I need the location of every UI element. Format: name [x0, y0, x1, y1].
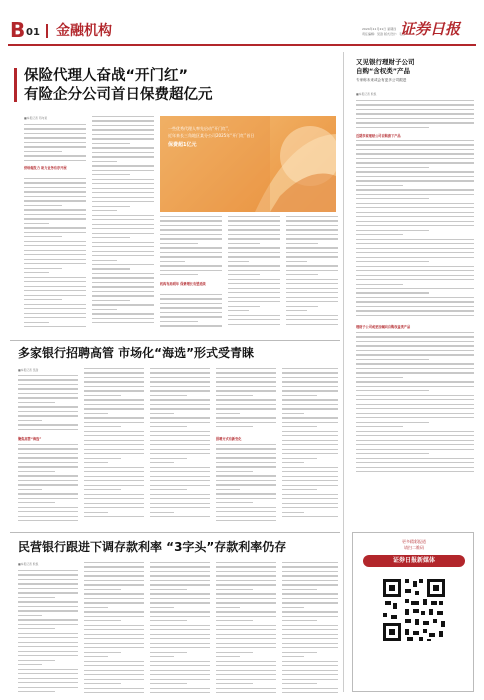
sidebar-subhead-1: 近期多家理财公司自购旗下产品 [356, 134, 401, 138]
story2-byline: ■本报记者 吴澍 [18, 368, 39, 372]
image-caption-line2: 近年来长三角地区某分公司2025年“开门红”首日 [168, 133, 255, 138]
story3-body-col5 [282, 562, 338, 694]
masthead [0, 0, 484, 46]
lead-subhead-1: 供给端发力 助力业务有序开展 [24, 166, 67, 170]
lead-byline: ■本报记者 苏向杲 [24, 116, 48, 120]
story3-body-col4 [216, 562, 276, 694]
story2-body-col1a [18, 375, 78, 433]
lead-headline-line1: 保险代理人奋战“开门红” [24, 68, 189, 84]
edition-info-line1: 2024年11月21日 星期四 [362, 27, 397, 31]
sidebar-body-3 [356, 332, 474, 478]
sidebar-headline-line1: 又见银行理财子公司 [356, 58, 415, 66]
story3-body-col2 [84, 562, 144, 694]
sidebar-story [350, 54, 476, 524]
story2-headline: 多家银行招聘高管 市场化“海选”形式受青睐 [18, 346, 254, 360]
sidebar-body-1 [356, 100, 474, 130]
story3-byline: ■本报记者 熊悦 [18, 562, 39, 566]
masthead-divider [46, 24, 48, 38]
story2-body-col3 [150, 368, 210, 524]
sidebar-subhead-2: 理财子公司或更加倾向自购权益类产品 [356, 325, 411, 329]
story2-top-rule [10, 340, 340, 341]
promo-brand: 证券日报新媒体 [363, 555, 465, 567]
story2-body-col4b [216, 444, 276, 524]
lead-story [18, 54, 340, 334]
page-letter: B [10, 18, 26, 42]
story2-body-col4a [216, 368, 276, 434]
promo-box [352, 532, 474, 692]
lead-story-accent [14, 68, 17, 102]
story2-body-col1b [18, 444, 78, 524]
lead-body-col1a [24, 124, 86, 164]
newspaper-logo: 证券日报 [400, 20, 461, 38]
story-2 [10, 340, 340, 528]
section-title: 金融机构 [56, 23, 112, 39]
lead-body-col3b [160, 294, 222, 328]
qr-code-icon [381, 577, 447, 643]
lead-body-col1b [24, 178, 86, 328]
lead-body-col5 [286, 216, 338, 328]
page-number: 01 [26, 27, 40, 38]
sidebar-byline: ■本报记者 熊悦 [356, 92, 377, 96]
story2-subhead-1: 聚焦高管“海选” [18, 437, 42, 441]
sidebar-headline-line2: 自购“含权类”产品 [356, 67, 411, 75]
story-3 [10, 532, 340, 696]
lead-body-col4 [228, 216, 280, 328]
story2-body-col5 [282, 368, 338, 524]
masthead-rule [8, 44, 476, 46]
sidebar-subtitle: 专家称未来或会有更多公司跟进 [356, 78, 407, 82]
promo-text-line2: 请扫二维码 [404, 545, 424, 550]
image-caption-line3: 保费超1亿元 [168, 142, 197, 148]
story3-headline: 民营银行跟进下调存款利率 “3字头”存款利率仍存 [18, 540, 287, 554]
qr-code[interactable] [381, 577, 447, 643]
story2-subhead-2: 招聘方式有新变化 [216, 437, 242, 441]
lead-body-col2 [92, 116, 154, 328]
lead-illustration [160, 116, 336, 212]
promo-text-line1: 更多精彩报道 [402, 539, 426, 544]
lead-body-col3a [160, 216, 222, 280]
sidebar-body-2 [356, 140, 474, 320]
lead-headline-line2: 有险企分公司首日保费超亿元 [24, 87, 213, 103]
story3-body-col3 [150, 562, 210, 694]
edition-info-line2: 责任编辑：吴澍 版式设计：毛杰 [362, 32, 405, 36]
story3-top-rule [10, 532, 340, 533]
image-caption-line1: 一些优秀代理人率先启动“开门红”， [168, 126, 233, 131]
lead-subhead-2: 机构布局明年 保费增长有望延续 [160, 282, 206, 286]
column-divider [343, 52, 344, 692]
story3-body-col1 [18, 570, 78, 694]
story2-body-col2 [84, 368, 144, 524]
